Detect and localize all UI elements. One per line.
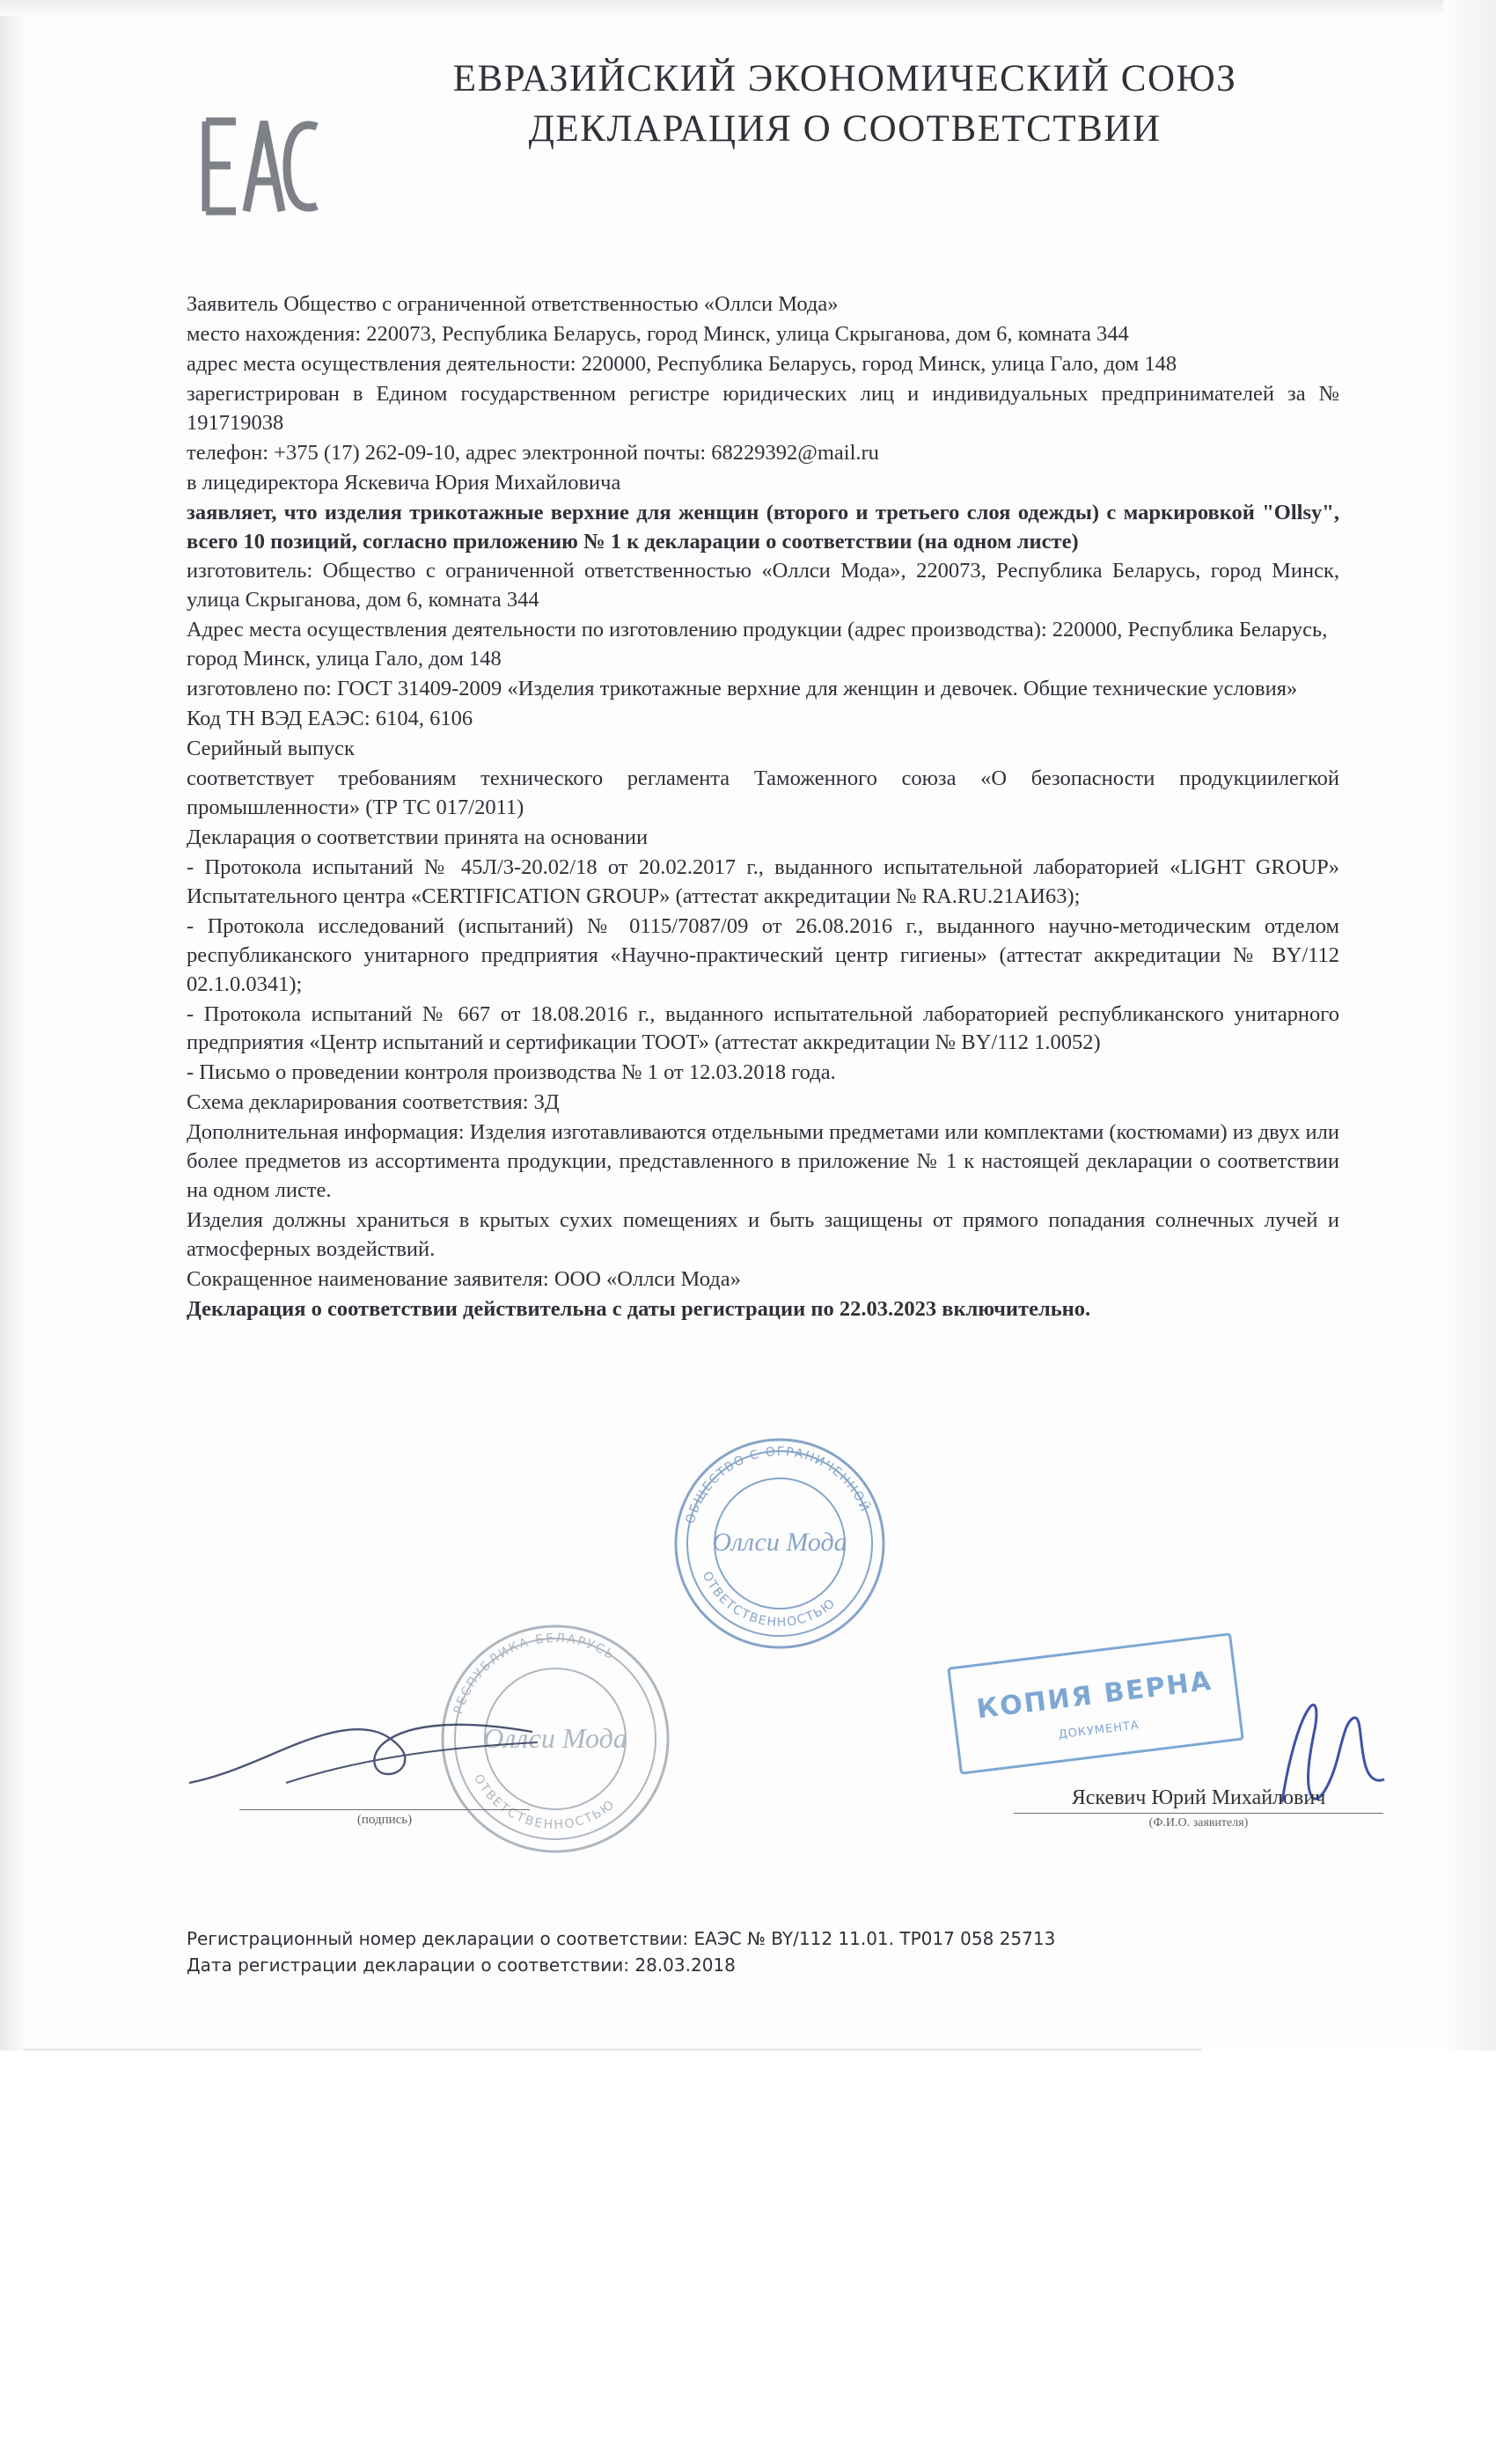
location-line: место нахождения: 220073, Республика Беларусь, город Минск, улица Скрыганова, дом 6, комната 344 bbox=[187, 321, 1129, 346]
basis-item: - Письмо о проведении контроля производства № 1 от 12.03.2018 года. bbox=[187, 1060, 836, 1085]
signature-right-name: Яскевич Юрий Михайлович bbox=[1014, 1786, 1383, 1814]
made-according-line: изготовлено по: ГОСТ 31409-2009 «Изделия трикотажные верхние для женщин и девочек. Общие технические условия» bbox=[187, 677, 1298, 701]
representative-line: в лицедиректора Яскевича Юрия Михайловича bbox=[187, 470, 621, 495]
registration-line: зарегистрирован в Едином государственном регистре юридических лиц и индивидуальных предпринимателей за № 191719038 bbox=[187, 381, 1339, 435]
stamp-arc-top-text: ОБЩЕСТВО С ОГРАНИЧЕННОЙ bbox=[683, 1444, 873, 1526]
applicant-line: Заявитель Общество с ограниченной ответственностью «Оллси Мода» bbox=[187, 292, 839, 316]
basis-item: - Протокола испытаний № 667 от 18.08.2016 г., выданного испытательной лабораторией республиканского унитарного предприятия «Центр испытаний и сертификации ТООТ» (аттестат аккредитации № BY/112 1.0052) bbox=[187, 1001, 1339, 1055]
copy-certified-stamp bbox=[944, 1628, 1247, 1778]
copy-certified-text: КОПИЯ ВЕРНА bbox=[974, 1665, 1214, 1726]
additional-info-line: Дополнительная информация: Изделия изготавливаются отдельными предметами или комплектами (костюмами) из двух или более предметов из ассортимента продукции, представленного в приложение № 1 к настоящей декларации о соответствии на одном листе. bbox=[187, 1120, 1339, 1203]
svg-text:ОТВЕТСТВЕННОСТЬЮ bbox=[700, 1569, 839, 1630]
signature-left bbox=[180, 1698, 568, 1813]
production-address-line: Адрес места осуществления деятельности по изготовлению продукции (адрес производства): 220000, Республика Беларусь, город Минск, улица Гало, дом 148 bbox=[187, 618, 1328, 671]
tnved-code-line: Код ТН ВЭД ЕАЭС: 6104, 6106 bbox=[187, 707, 473, 731]
contacts-line: телефон: +375 (17) 262-09-10, адрес электронной почты: 68229392@mail.ru bbox=[187, 440, 879, 465]
scheme-line: Схема декларирования соответствия: 3Д bbox=[187, 1090, 560, 1115]
svg-text:ОБЩЕСТВО С ОГРАНИЧЕННОЙ bbox=[684, 1445, 874, 1525]
document-title bbox=[290, 55, 1399, 155]
signature-row bbox=[187, 1786, 1366, 1832]
title-line-1: ЕВРАЗИЙСКИЙ ЭКОНОМИЧЕСКИЙ СОЮЗ bbox=[452, 58, 1237, 99]
scan-bottom-area bbox=[0, 2050, 1496, 2464]
stamp-center-text: Оллси Мода bbox=[712, 1528, 847, 1557]
stamp2-center-text: Оллси Мода bbox=[483, 1722, 627, 1754]
activity-address-line: адрес места осуществления деятельности: 220000, Республика Беларусь, город Минск, улица Гало, дом 148 bbox=[187, 351, 1177, 376]
document-footer bbox=[187, 1925, 1331, 1978]
basis-header: Декларация о соответствии принята на основании bbox=[187, 825, 649, 849]
registration-number: Регистрационный номер декларации о соответствии: ЕАЭС № BY/112 11.01. ТР017 058 25713 bbox=[187, 1928, 1056, 1949]
serial-line: Серийный выпуск bbox=[187, 737, 355, 761]
manufacturer-line: изготовитель: Общество с ограниченной ответственностью «Оллси Мода», 220073, Республика Беларусь, город Минск, улица Скрыганова, дом 6, комната 344 bbox=[187, 559, 1339, 612]
registration-date: Дата регистрации декларации о соответствии: 28.03.2018 bbox=[187, 1954, 736, 1976]
document-body bbox=[187, 290, 1339, 1325]
stamp2-arc-bottom-text: ОТВЕТСТВЕННОСТЬЮ bbox=[470, 1771, 619, 1833]
scan-edge-top bbox=[0, 0, 1496, 16]
title-line-2: ДЕКЛАРАЦИЯ О СООТВЕТСТВИИ bbox=[528, 107, 1162, 150]
basis-item: - Протокола исследований (испытаний) № 0115/7087/09 от 26.08.2016 г., выданного научно-методическим отделом республиканского унитарного предприятия «Научно-практический центр гигиены» (аттестат аккредитации № BY/112 02.1.0.0341); bbox=[187, 913, 1339, 996]
signature-left-label: (подпись) bbox=[356, 1813, 413, 1827]
stamp2-arc-top-text: РЕСПУБЛИКА БЕЛАРУСЬ bbox=[451, 1631, 618, 1716]
stamp-arc-bottom-text: ОТВЕТСТВЕННОСТЬЮ bbox=[699, 1569, 839, 1631]
signature-left-rule bbox=[239, 1809, 530, 1810]
svg-text:ДОКУМЕНТА: ДОКУМЕНТА bbox=[1057, 1719, 1140, 1742]
validity-line: Декларация о соответствии действительна с даты регистрации по 22.03.2023 включительно. bbox=[187, 1296, 1091, 1321]
declares-line: заявляет, что изделия трикотажные верхние для женщин (второго и третьего слоя одежды) с маркировкой "Ollsy", всего 10 позиций, согласно приложению № 1 к декларации о соответствии (на одном листе) bbox=[187, 500, 1339, 554]
signature-right-label: (Ф.И.О. заявителя) bbox=[1148, 1816, 1249, 1830]
basis-item: - Протокола испытаний № 45Л/3-20.02/18 от 20.02.2017 г., выданного испытательной лабораторией «LIGHT GROUP» Испытательного центра «CERTIFICATION GROUP» (аттестат аккредитации № RA.RU.21АИ63); bbox=[187, 854, 1339, 908]
short-name-line: Сокращенное наименование заявителя: ООО «Оллси Мода» bbox=[187, 1266, 741, 1291]
storage-line: Изделия должны храниться в крытых сухих помещениях и быть защищены от прямого попадания солнечных лучей и атмосферных воздействий. bbox=[187, 1208, 1339, 1261]
company-round-stamp-1 bbox=[669, 1433, 891, 1654]
conformity-line: соответствует требованиям технического регламента Таможенного союза «О безопасности продукциилегкой промышленности» (ТР ТС 017/2011) bbox=[187, 766, 1339, 819]
